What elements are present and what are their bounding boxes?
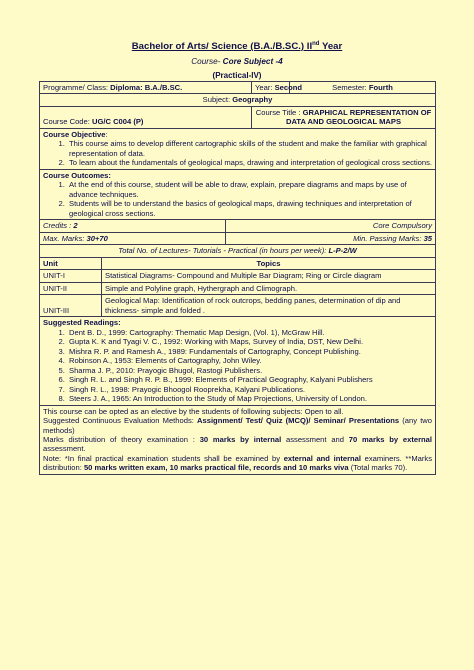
page-title <box>0 41 474 52</box>
course-type-line <box>0 57 474 66</box>
unit-label: UNIT-I <box>40 270 102 282</box>
practical-label: (Practical-IV) <box>212 71 262 80</box>
outcomes-cell <box>40 169 436 219</box>
evaluation-methods: Suggested Continuous Evaluation Methods: Assignment/ Test/ Quiz (MCQ)/ Seminar/ Presentations (any two methods) <box>43 416 433 435</box>
objective-row <box>40 128 436 169</box>
programme-row <box>40 82 436 94</box>
title-tail: Year <box>319 41 343 53</box>
units-header-row <box>40 257 436 269</box>
footer-cell <box>40 405 436 474</box>
unit-topic: Simple and Polyline graph, Hythergraph and Climograph. <box>102 282 436 294</box>
practical-note: Note: *In final practical examination students shall be examined by external and internal examiners. **Marks distribution: 50 marks written exam, 10 marks practical file, records and 10 marks viva (Total marks 70). <box>43 453 433 473</box>
readings-row <box>40 317 436 405</box>
list-item: 2. To learn about the fundamentals of geological maps, drawing and interpretation of geological cross sections. <box>67 158 432 167</box>
unit-label: UNIT-II <box>40 282 102 294</box>
list-item: 1. This course aims to develop different cartographic skills of the student and make the familiar with graphical representation of data. <box>67 139 432 158</box>
readings-heading: Suggested Readings: <box>43 318 121 328</box>
list-item: 2. Students will be to understand the basics of geological maps, drawing techniques and interpretation of geological cross sections. <box>67 199 432 218</box>
subject-cell: Subject: Geography <box>40 94 436 106</box>
title-text: Bachelor of Arts/ Science (B.A./B.SC.) II <box>131 41 313 53</box>
footer-row <box>40 405 436 474</box>
semester-cell: Semester: Fourth <box>290 82 436 94</box>
outcomes-heading: Course Outcomes: <box>43 170 111 180</box>
course-row <box>40 106 436 128</box>
elective-note: This course can be opted as an elective by the students of following subjects: Open to all. <box>43 406 344 416</box>
objective-list <box>43 139 432 167</box>
list-item: 1. Dent B. D., 1999: Cartography: Thematic Map Design, (Vol. 1), McGraw Hill. <box>67 328 432 337</box>
table-row <box>40 270 436 282</box>
course-prefix: Course- <box>191 57 221 66</box>
marks-distribution: Marks distribution of theory examination : 30 marks by internal assessment and 70 marks by external assessment. <box>43 434 433 454</box>
marks-row <box>40 232 436 244</box>
unit-header: Unit <box>40 257 102 269</box>
course-title-cell: Course Title : GRAPHICAL REPRESENTATION OF DATA AND GEOLOGICAL MAPS <box>252 106 436 128</box>
objective-heading: Course Objective <box>43 129 106 139</box>
compulsory-cell: Core Compulsory <box>226 220 436 232</box>
readings-list <box>43 328 432 404</box>
passing-marks-cell: Min. Passing Marks: 35 <box>226 232 436 244</box>
programme-cell: Programme/ Class: Diploma: B.A./B.SC. <box>40 82 252 94</box>
topics-header: Topics <box>102 257 436 269</box>
table-row <box>40 295 436 317</box>
list-item: 4. Robinson A., 1953: Elements of Cartography, John Wiley. <box>67 356 432 365</box>
max-marks-cell: Max. Marks: 30+70 <box>40 232 226 244</box>
unit-topic: Statistical Diagrams- Compound and Multiple Bar Diagram; Ring or Circle diagram <box>102 270 436 282</box>
credits-cell: Credits : 2 <box>40 220 226 232</box>
course-type: Core Subject -4 <box>220 57 283 66</box>
unit-label: UNIT-III <box>40 295 102 317</box>
syllabus-table <box>39 81 436 475</box>
list-item: 1. At the end of this course, student will be able to draw, explain, prepare diagrams and maps by use of advance techniques. <box>67 180 432 199</box>
credits-row <box>40 220 436 232</box>
title-superscript: nd <box>312 41 320 47</box>
objective-cell: Course Objective: 1. This course aims to develop different cartographic skills of the student and make the familiar with graphical representation of data. 2. To learn about the fundamentals of geological maps, drawing and interpretation of geological cross sections. <box>40 128 436 169</box>
lectures-row <box>40 245 436 257</box>
list-item: 8. Steers J. A., 1965: An Introduction to the Study of Map Projections, University of London. <box>67 394 432 403</box>
outcomes-row <box>40 169 436 219</box>
unit-topic: Geological Map: Identification of rock outcrops, bedding panes, determination of dip and thickness- simple and folded . <box>102 295 436 317</box>
year-cell: Year: Second <box>252 82 290 94</box>
list-item: 2. Gupta K. K and Tyagi V. C., 1992: Working with Maps, Survey of India, DST, New Delhi. <box>67 337 432 346</box>
readings-cell <box>40 317 436 405</box>
course-code-cell: Course Code: UG/C C004 (P) <box>40 106 252 128</box>
lectures-cell: Total No. of Lectures- Tutorials - Practical (in hours per week): L-P-2/W <box>40 245 436 257</box>
list-item: 5. Sharma J. P., 2010: Prayogic Bhugol, Rastogi Publishers. <box>67 366 432 375</box>
table-row <box>40 282 436 294</box>
list-item: 7. Singh R. L., 1998: Prayogic Bhoogol Rooprekha, Kalyani Publications. <box>67 385 432 394</box>
list-item: 6. Singh R. L. and Singh R. P. B., 1999: Elements of Practical Geography, Kalyani Publishers <box>67 375 432 384</box>
subject-row <box>40 94 436 106</box>
outcomes-list <box>43 180 432 218</box>
list-item: 3. Mishra R. P. and Ramesh A., 1989: Fundamentals of Cartography, Concept Publishing. <box>67 347 432 356</box>
